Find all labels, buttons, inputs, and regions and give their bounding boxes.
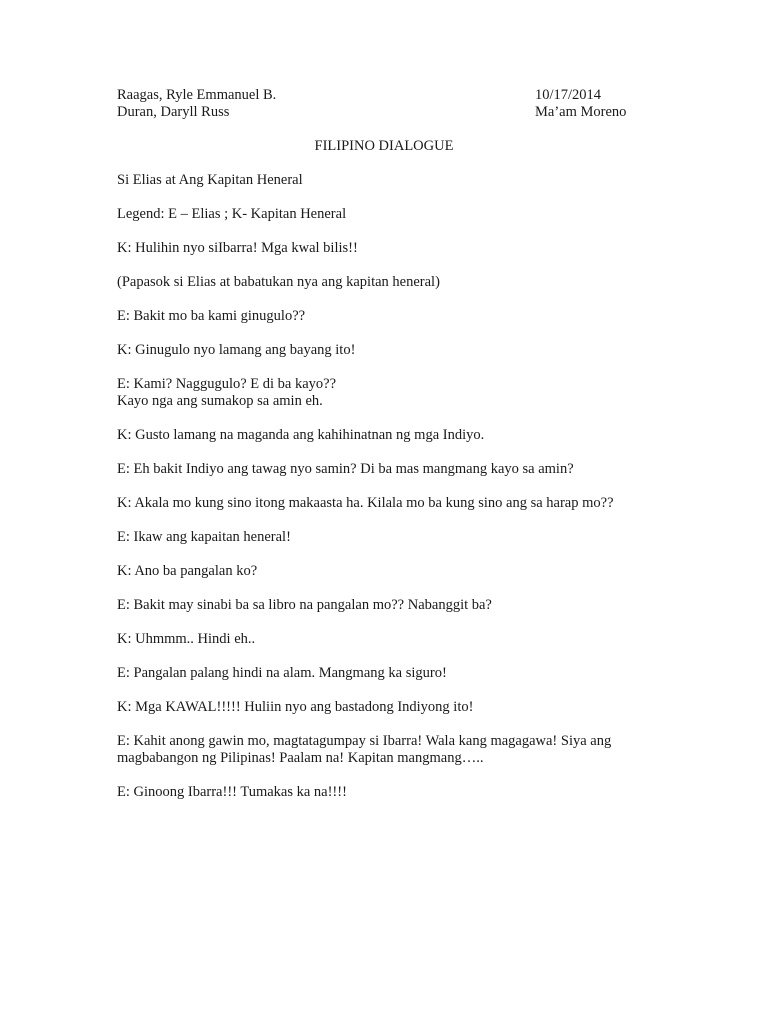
dialogue-line — [117, 563, 657, 580]
text-line: K: Akala mo kung sino itong makaasta ha. Kilala mo ba kung sino ang sa harap mo?? — [117, 495, 614, 511]
dialogue-line — [117, 699, 657, 716]
text-line: Si Elias at Ang Kapitan Heneral — [117, 172, 303, 188]
text-line: (Papasok si Elias at babatukan nya ang kapitan heneral) — [117, 274, 440, 290]
text-line: E: Kahit anong gawin mo, magtatagumpay si Ibarra! Wala kang magagawa! Siya ang — [117, 733, 612, 749]
header-row-1 — [117, 87, 657, 104]
teacher-name: Ma’am Moreno — [535, 104, 627, 120]
text-line: E: Pangalan palang hindi na alam. Mangmang ka siguro! — [117, 665, 447, 681]
dialogue-line — [117, 665, 657, 682]
document-title: FILIPINO DIALOGUE — [314, 138, 454, 154]
text-line: magbabangon ng Pilipinas! Paalam na! Kapitan mangmang….. — [117, 750, 484, 766]
text-line: E: Bakit mo ba kami ginugulo?? — [117, 308, 306, 324]
text-line: E: Ikaw ang kapaitan heneral! — [117, 529, 291, 545]
text-line: E: Bakit may sinabi ba sa libro na pangalan mo?? Nabanggit ba? — [117, 597, 492, 613]
text-line: E: Kami? Naggugulo? E di ba kayo?? — [117, 376, 337, 392]
dialogue-line — [117, 495, 657, 512]
dialogue-line — [117, 733, 657, 767]
dialogue-line — [117, 376, 657, 410]
text-line: K: Ano ba pangalan ko? — [117, 563, 258, 579]
dialogue-line — [117, 631, 657, 648]
dialogue-body — [117, 172, 657, 818]
text-line: K: Mga KAWAL!!!!! Huliin nyo ang bastadong Indiyong ito! — [117, 699, 474, 715]
dialogue-line — [117, 597, 657, 614]
text-line: K: Ginugulo nyo lamang ang bayang ito! — [117, 342, 356, 358]
text-line: K: Uhmmm.. Hindi eh.. — [117, 631, 256, 647]
dialogue-line — [117, 240, 657, 257]
text-line: Legend: E – Elias ; K- Kapitan Heneral — [117, 206, 347, 222]
dialogue-line — [117, 308, 657, 325]
text-line: Kayo nga ang sumakop sa amin eh. — [117, 393, 323, 409]
author-name-1: Raagas, Ryle Emmanuel B. — [117, 87, 277, 103]
author-name-2: Duran, Daryll Russ — [117, 104, 230, 120]
text-line: K: Gusto lamang na maganda ang kahihinatnan ng mga Indiyo. — [117, 427, 485, 443]
scene-title — [117, 172, 657, 189]
text-line: E: Eh bakit Indiyo ang tawag nyo samin? Di ba mas mangmang kayo sa amin? — [117, 461, 574, 477]
text-line: E: Ginoong Ibarra!!! Tumakas ka na!!!! — [117, 784, 347, 800]
dialogue-line — [117, 274, 657, 291]
text-line: K: Hulihin nyo siIbarra! Mga kwal bilis!! — [117, 240, 358, 256]
dialogue-line — [117, 529, 657, 546]
dialogue-line — [117, 342, 657, 359]
dialogue-line — [117, 461, 657, 478]
document-date: 10/17/2014 — [535, 87, 602, 103]
document-header — [117, 87, 657, 121]
header-row-2 — [117, 104, 657, 121]
dialogue-line — [117, 784, 657, 801]
dialogue-line — [117, 427, 657, 444]
legend — [117, 206, 657, 223]
